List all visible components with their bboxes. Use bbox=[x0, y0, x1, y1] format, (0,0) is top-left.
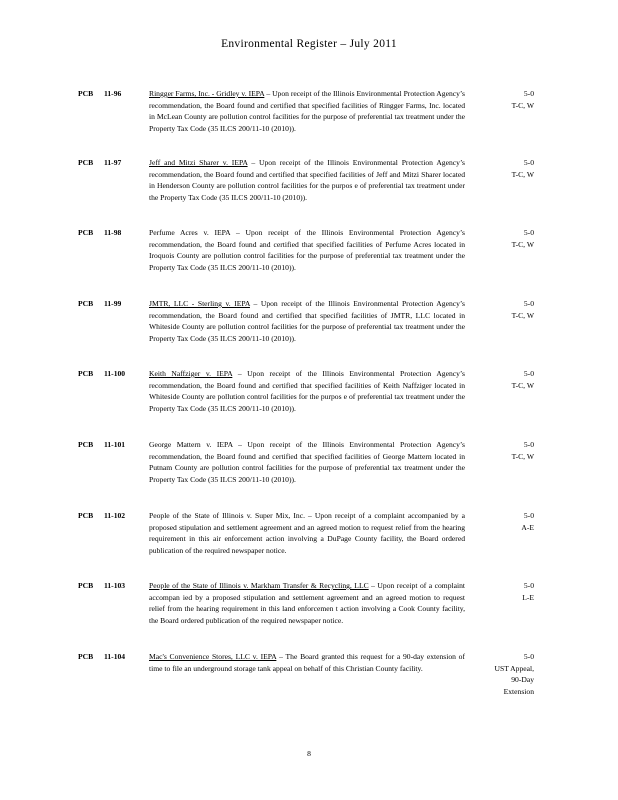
case-description bbox=[149, 88, 465, 134]
case-type: T-C, W bbox=[511, 310, 534, 320]
case-summary: – The Board granted this request for a 90-day extension of time to file an underground storage tank appeal on behalf of this Christian County facility. bbox=[149, 652, 465, 673]
case-summary: Perfume Acres v. IEPA – Upon receipt of the Illinois Environmental Protection Agency’s recommendation, the Board found and certified that specified facilities of Perfume Acres located in Iroquois County are pollution control facilities for the purpose of preferential tax treatment under the Property Tax Code (35 ILCS 200/11-10 (2010)). bbox=[149, 228, 465, 272]
case-summary: – Upon receipt of the Illinois Environmental Protection Agency’s recommendation, the Board found and certified that specified facilities of JMTR, LLC located in Whiteside County are pollution control facilities for the purpose of preferential tax treatment under the Property Tax Code (35 ILCS 200/11-10 (2010)). bbox=[149, 299, 465, 343]
case-prefix: PCB bbox=[78, 369, 94, 378]
case-parties: Keith Naffziger v. IEPA bbox=[149, 369, 233, 378]
case-description bbox=[149, 439, 465, 485]
vote-and-type bbox=[470, 298, 534, 321]
case-prefix: PCB bbox=[78, 299, 94, 308]
case-parties: Ringger Farms, Inc. - Gridley v. IEPA bbox=[149, 89, 265, 98]
case-number: 11-98 bbox=[104, 228, 122, 237]
case-type: T-C, W bbox=[511, 100, 534, 110]
case-type: T-C, W bbox=[511, 239, 534, 249]
vote-and-type bbox=[470, 368, 534, 391]
case-number: 11-97 bbox=[104, 158, 122, 167]
case-description bbox=[149, 298, 465, 344]
case-type: Extension bbox=[503, 686, 534, 696]
vote-count: 5-0 bbox=[523, 158, 534, 167]
vote-and-type bbox=[470, 651, 534, 697]
case-summary: George Mattern v. IEPA – Upon receipt of the Illinois Environmental Protection Agency’s recommendation, the Board found and certified that specified facilities of George Mattern located in Putnam County are pollution control facilities for the purpose of preferential tax treatment under the Property Tax Code (35 ILCS 200/11-10 (2010)). bbox=[149, 440, 465, 484]
case-summary: – Upon receipt of a complaint accompan ied by a proposed stipulation and settlement agreement and an agreed motion to request relief from the hearing requirement in this land enforcemen t action involving a Cook County facility, the Board ordered publication of the required newspaper notice. bbox=[149, 581, 465, 625]
vote-count: 5-0 bbox=[523, 228, 534, 237]
case-description bbox=[149, 510, 465, 556]
vote-count: 5-0 bbox=[523, 581, 534, 590]
case-number: 11-102 bbox=[104, 511, 126, 520]
vote-count: 5-0 bbox=[523, 511, 534, 520]
vote-and-type bbox=[470, 227, 534, 250]
vote-and-type bbox=[470, 88, 534, 111]
case-summary: – Upon receipt of the Illinois Environmental Protection Agency’s recommendation, the Board found and certified that specified facilities of Ringger Farms, Inc. located in McLean County are pollution control facilities for the purpose of preferential tax treatment under the Property Tax Code (35 ILCS 200/11-10 (2010)). bbox=[149, 89, 465, 133]
case-prefix: PCB bbox=[78, 511, 94, 520]
case-type: 90-Day bbox=[511, 675, 534, 685]
case-prefix: PCB bbox=[78, 440, 94, 449]
case-number: 11-103 bbox=[104, 581, 126, 590]
case-description bbox=[149, 580, 465, 626]
case-description bbox=[149, 651, 465, 674]
case-prefix: PCB bbox=[78, 89, 94, 98]
case-type: T-C, W bbox=[511, 451, 534, 461]
vote-and-type bbox=[470, 510, 534, 533]
case-parties: Jeff and Mitzi Sharer v. IEPA bbox=[149, 158, 248, 167]
vote-count: 5-0 bbox=[523, 652, 534, 661]
case-number: 11-104 bbox=[104, 652, 126, 661]
vote-count: 5-0 bbox=[523, 369, 534, 378]
vote-count: 5-0 bbox=[523, 440, 534, 449]
case-type: L-E bbox=[522, 592, 534, 602]
case-parties: JMTR, LLC - Sterling v. IEPA bbox=[149, 299, 250, 308]
case-parties: People of the State of Illinois v. Markham Transfer & Recycling, LLC bbox=[149, 581, 369, 590]
case-description bbox=[149, 227, 465, 273]
case-type: T-C, W bbox=[511, 380, 534, 390]
case-number: 11-96 bbox=[104, 89, 122, 98]
vote-and-type bbox=[470, 439, 534, 462]
case-description bbox=[149, 157, 465, 203]
case-summary: People of the State of Illinois v. Super Mix, Inc. – Upon receipt of a complaint accompanied by a proposed stipulation and settlement agreement and an agreed motion to request relief from the hearing requirement in this air enforcement action involving a DuPage County facility, the Board ordered publication of the required newspaper notice. bbox=[149, 511, 465, 555]
case-type: T-C, W bbox=[511, 169, 534, 179]
case-prefix: PCB bbox=[78, 158, 94, 167]
vote-count: 5-0 bbox=[523, 299, 534, 308]
case-number: 11-99 bbox=[104, 299, 122, 308]
case-type: UST Appeal, bbox=[494, 663, 534, 673]
vote-and-type bbox=[470, 580, 534, 603]
vote-count: 5-0 bbox=[523, 89, 534, 98]
case-number: 11-101 bbox=[104, 440, 126, 449]
case-summary: – Upon receipt of the Illinois Environmental Protection Agency’s recommendation, the Board found and certified that specified facilities of Keith Naffziger located in Whiteside County are pollution control facilities for the purpos e of preferential tax treatment under the Property Tax Code (35 ILCS 200/11-10 (2010)). bbox=[149, 369, 465, 413]
page-title: Environmental Register – July 2011 bbox=[221, 38, 397, 50]
page-number: 8 bbox=[307, 749, 311, 758]
case-description bbox=[149, 368, 465, 414]
case-summary: – Upon receipt of the Illinois Environmental Protection Agency’s recommendation, the Board found and certified that specified facilities of Jeff and Mitzi Sharer located in Henderson County are pollution control facilities for the purpos e of preferential tax treatment under the Property Tax Code (35 ILCS 200/11-10 (2010)). bbox=[149, 158, 466, 202]
case-parties: Mac's Convenience Stores, LLC v. IEPA bbox=[149, 652, 277, 661]
case-prefix: PCB bbox=[78, 228, 94, 237]
case-number: 11-100 bbox=[104, 369, 126, 378]
case-type: A-E bbox=[521, 522, 534, 532]
case-prefix: PCB bbox=[78, 581, 94, 590]
case-prefix: PCB bbox=[78, 652, 94, 661]
vote-and-type bbox=[470, 157, 534, 180]
